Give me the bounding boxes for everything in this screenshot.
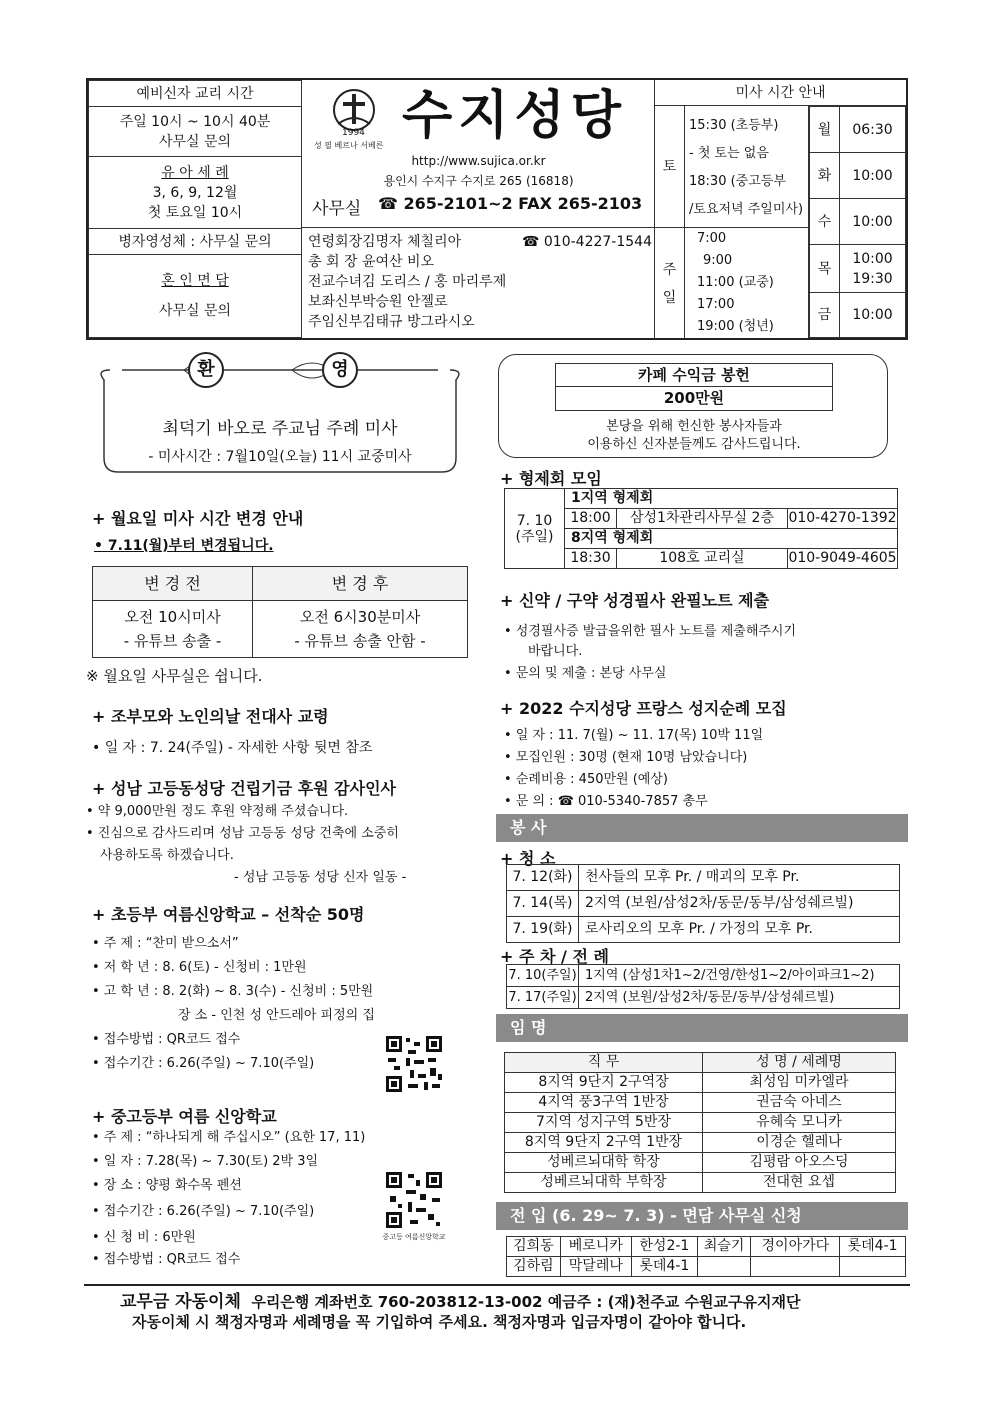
cafe-line: 이용하신 신자분들께도 감사드립니다. [587, 437, 801, 452]
pilgrimage-line: • 모집인원 : 30명 (현재 10명 남았습니다) [504, 750, 748, 765]
bible-heading: + 신약 / 구약 성경필사 완필노트 제출 [500, 591, 770, 610]
indulgence-heading: + 조부모와 노인의날 전대사 교령 [92, 707, 329, 726]
parking-heading: + 주 차 / 전 례 [500, 947, 609, 966]
elementary-heading: + 초등부 여름신앙학교 – 선착순 50명 [92, 905, 365, 924]
weekday-table: 월 06:30 화 10:00 수 10:00 목 10:00 19:30 금 10:00 [809, 106, 906, 338]
sat-label: 토 [655, 106, 685, 228]
appoint-band: 임 명 [496, 1014, 908, 1042]
qr-code-icon[interactable] [384, 1034, 444, 1094]
header-box [86, 78, 908, 340]
cafe-line: 본당을 위해 헌신한 봉사자들과 [606, 419, 782, 434]
parish-name: 수지성당 [402, 86, 627, 146]
appoint-table: 직 무 성 명 / 세례명 8지역 9단지 2구역장 최성임 미카엘라 4지역 풍3구역 1반장 권금숙 아네스 7지역 성지구역 5반장 유혜숙 모니카 8지역 9단지 2구역 1반장 이경순 헬레나 성베르뇌대학 학장 김평람 아오스딩 성베르뇌대학 부학장 전대현 요셉 [504, 1052, 896, 1193]
welcome-char-right: 영 [322, 352, 358, 388]
header-left-table [88, 80, 302, 338]
footer-divider [84, 1284, 910, 1286]
logo-year: 1994 [342, 128, 365, 138]
brotherhood-table: 7. 10 (주일) 1지역 형제회 18:00 삼성1차관리사무실 2층 010-4270-1392 8지역 형제회 18:30 108호 교리실 010-9049-4605 [504, 488, 898, 569]
catechism-info: 주일 10시 ~ 10시 40분 사무실 문의 [89, 107, 302, 157]
service-band: 봉 사 [496, 814, 908, 842]
contact-row: 보좌신부박승원 안젤로 [308, 294, 448, 310]
contact-row: 연령회장김명자 체칠리아 ☎ 010-4227-1544 [308, 234, 652, 250]
monday-note: ※ 월요일 사무실은 쉽니다. [86, 667, 263, 685]
office-phone: ☎ 265-2101~2 FAX 265-2103 [378, 194, 643, 213]
seongnam-heading: + 성남 고등동성당 건립기금 후원 감사인사 [92, 779, 397, 798]
middle-line: • 접수방법 : QR코드 접수 [92, 1252, 241, 1267]
mass-times [655, 80, 906, 338]
header-center [302, 80, 655, 228]
seongnam-line: 사용하도록 하겠습니다. [100, 848, 234, 863]
middle-line: • 접수기간 : 6.26(주일) ~ 7.10(주일) [92, 1204, 315, 1219]
seongnam-line: • 약 9,000만원 정도 후원 약정해 주셨습니다. [86, 804, 349, 819]
elementary-line: 장 소 - 인천 성 안드레아 피정의 집 [178, 1008, 375, 1023]
bible-line: • 문의 및 제출 : 본당 사무실 [504, 666, 667, 681]
office-label: 사무실 [312, 199, 362, 219]
seongnam-line: - 성남 고등동 성당 신자 일동 - [234, 870, 407, 885]
movein-table: 김희동 베로니카 한성2-1 최슬기 경이아가다 롯데4-1 김하림 막달레나 롯데4-1 [506, 1236, 906, 1277]
welcome-title: 최덕기 바오로 주교님 주례 미사 [162, 419, 398, 439]
contact-row: 주임신부김태규 방그라시오 [308, 314, 475, 330]
cleaning-table: 7. 12(화) 천사들의 모후 Pr. / 매괴의 모후 Pr. 7. 14(목) 2지역 (보원/삼성2차/동문/동부/삼성쉐르빌) 7. 19(화) 로사리오의 모후 Pr. / 가정의 모후 Pr. [506, 864, 900, 943]
elementary-line: • 접수기간 : 6.26(주일) ~ 7.10(주일) [92, 1056, 315, 1071]
catechism-title: 예비신자 교리 시간 [89, 81, 302, 107]
sun-label: 주 일 [655, 228, 685, 338]
marriage-info: 혼 인 면 담 사무실 문의 [89, 255, 302, 338]
indulgence-item: • 일 자 : 7. 24(주일) - 자세한 사항 뒷면 참조 [92, 740, 373, 756]
welcome-box [92, 358, 468, 478]
parish-url[interactable]: http://www.sujica.or.kr [411, 154, 546, 168]
pilgrimage-line: • 순례비용 : 450만원 (예상) [504, 772, 668, 787]
bible-line: 바랍니다. [528, 644, 583, 659]
pilgrimage-line: • 일 자 : 11. 7(월) ~ 11. 17(목) 10박 11일 [504, 728, 764, 743]
elementary-line: • 주 제 : “찬미 받으소서” [92, 936, 239, 951]
mass-title: 미사 시간 안내 [655, 80, 906, 106]
contact-row: 전교수녀김 도리스 / 홍 마리루제 [308, 274, 507, 290]
middle-heading: + 중고등부 여름 신앙학교 [92, 1107, 277, 1126]
elementary-line: • 저 학 년 : 8. 6(토) - 신청비 : 1만원 [92, 960, 307, 975]
sun-times: 7:00 9:00 11:00 (교중) 17:00 19:00 (청년) [685, 228, 809, 338]
parking-table: 7. 10(주일) 1지역 (삼성1차1~2/건영/한성1~2/아이파크1~2) 7. 17(주일) 2지역 (보원/삼성2차/동문/동부/삼성쉐르빌) [506, 964, 900, 1009]
contact-row: 총 회 장 윤여산 비오 [308, 254, 435, 270]
monday-table: 변 경 전 변 경 후 오전 10시미사 - 유튜브 송출 - 오전 6시30분미사 - 유튜브 송출 안함 - [92, 566, 468, 658]
welcome-subtitle: - 미사시간 : 7월10일(오늘) 11시 교중미사 [148, 449, 412, 465]
brotherhood-heading: + 형제회 모임 [500, 469, 602, 488]
welcome-char-left: 환 [188, 352, 224, 388]
qr-code-icon[interactable] [384, 1170, 444, 1230]
movein-band: 전 입 (6. 29~ 7. 3) - 면담 사무실 신청 [496, 1202, 908, 1230]
parish-logo-icon [332, 88, 376, 132]
middle-line: • 일 자 : 7.28(목) ~ 7.30(토) 2박 3일 [92, 1154, 319, 1169]
cafe-title: 카페 수익금 봉헌 [556, 364, 832, 387]
monday-heading: + 월요일 미사 시간 변경 안내 [92, 509, 304, 528]
cafe-amount: 200만원 [663, 389, 725, 407]
seongnam-line: • 진심으로 감사드리며 성남 고등동 성당 건축에 소중히 [86, 826, 399, 841]
middle-line: • 장 소 : 양평 화수목 펜션 [92, 1178, 242, 1193]
cleaning-heading: + 청 소 [500, 849, 556, 868]
logo-caption: 성 필 베르나 서베른 [314, 141, 384, 150]
qr-caption: 중고등 여름신앙학교 [382, 1233, 446, 1241]
sat-times: 15:30 (초등부) - 첫 토는 없음 18:30 (중고등부 /토요저녁 주일미사) [685, 106, 809, 228]
pilgrimage-heading: + 2022 수지성당 프랑스 성지순례 모집 [500, 699, 787, 718]
infant-baptism: 유 아 세 례 3, 6, 9, 12월 첫 토요일 10시 [89, 157, 302, 229]
monday-bullet: • 7.11(월)부터 변경됩니다. [94, 538, 274, 554]
pilgrimage-line: • 문 의 : ☎ 010-5340-7857 총무 [504, 794, 708, 809]
sick-anointing: 병자영성체 : 사무실 문의 [89, 229, 302, 255]
footer-line-2: 자동이체 시 책정자명과 세례명을 꼭 기입하여 주세요. 책정자명과 입금자명이 같아야 합니다. [132, 1313, 747, 1331]
contacts [302, 228, 655, 338]
middle-line: • 신 청 비 : 6만원 [92, 1230, 196, 1245]
elementary-line: • 고 학 년 : 8. 2(화) ~ 8. 3(수) - 신청비 : 5만원 [92, 984, 374, 999]
parish-address: 용인시 수지구 수지로 265 (16818) [383, 174, 574, 188]
elementary-line: • 접수방법 : QR코드 접수 [92, 1032, 241, 1047]
cafe-box [498, 354, 888, 458]
footer-line-1: 교무금 자동이체 우리은행 계좌번호 760-203812-13-002 예금주 : (재)천주교 수원교구유지재단 [120, 1292, 801, 1312]
cafe-title-box [555, 363, 833, 411]
bible-line: • 성경필사증 발급을위한 필사 노트를 제출해주시기 [504, 624, 797, 639]
middle-line: • 주 제 : “하나되게 해 주십시오” (요한 17, 11) [92, 1130, 366, 1145]
